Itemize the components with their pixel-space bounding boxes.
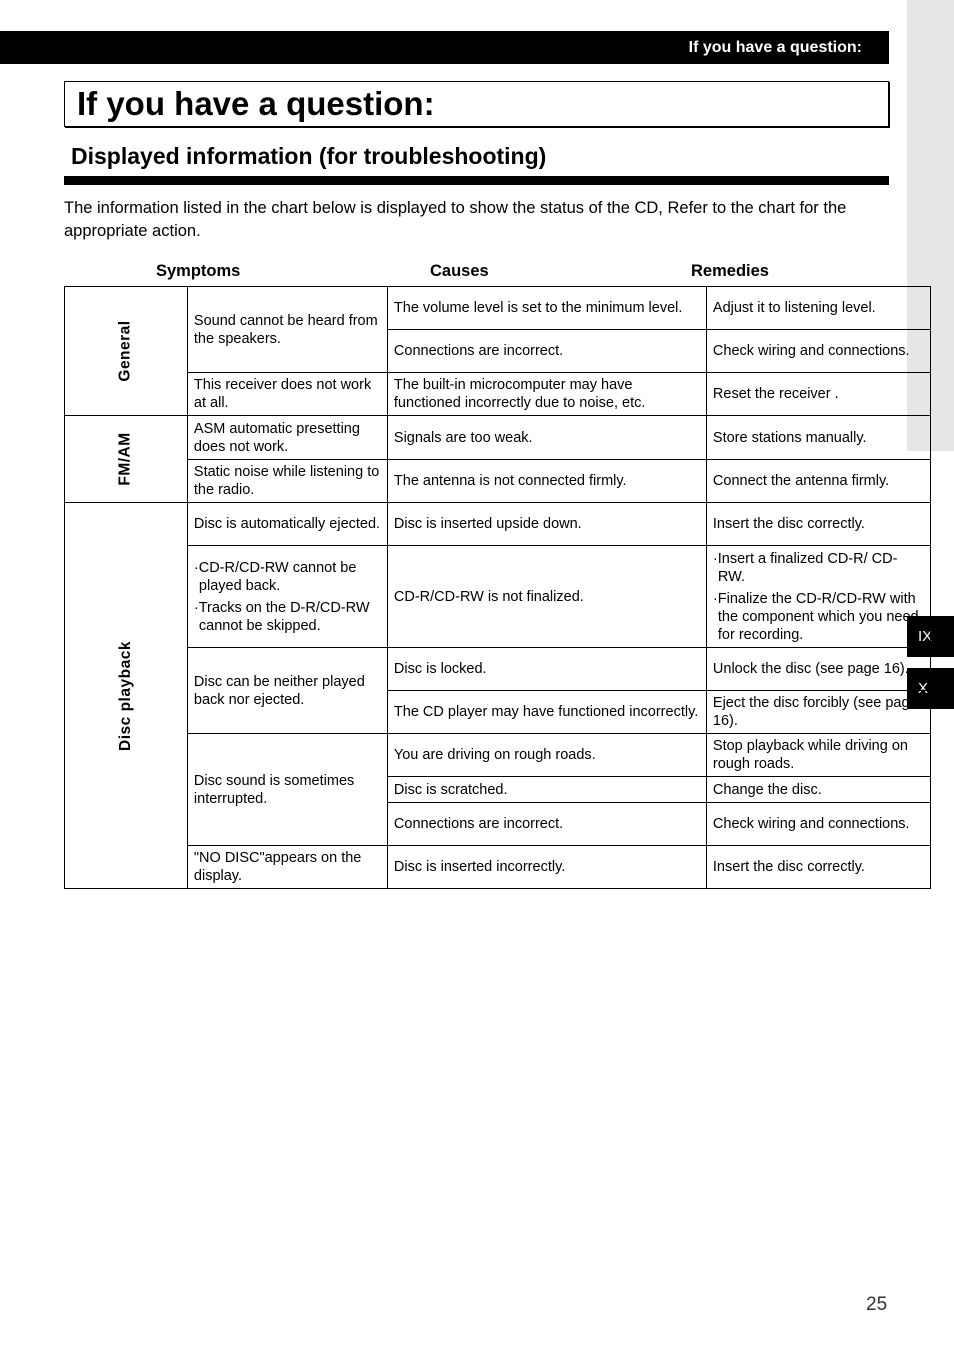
remedy-line: ·Insert a finalized CD-R/ CD-RW.: [712, 550, 898, 585]
cause-cell: The CD player may have functioned incorrectly.: [387, 691, 706, 734]
symptom-cell: This receiver does not work at all.: [187, 373, 387, 416]
remedy-cell: Insert the disc correctly.: [706, 846, 930, 889]
cause-cell: CD-R/CD-RW is not finalized.: [387, 546, 706, 648]
table-row: [65, 734, 931, 777]
cause-cell: Connections are incorrect.: [387, 803, 706, 846]
page-title-box: [64, 81, 889, 127]
cause-cell: The antenna is not connected firmly.: [387, 460, 706, 503]
remedy-cell: [706, 546, 930, 648]
chapter-tab-x[interactable]: X: [907, 668, 954, 709]
cause-cell: The built-in microcomputer may have functioned incorrectly due to noise, etc.: [387, 373, 706, 416]
table-row: [65, 373, 931, 416]
remedy-cell: Check wiring and connections.: [706, 803, 930, 846]
cause-cell: Disc is inserted upside down.: [387, 503, 706, 546]
cause-cell: The volume level is set to the minimum level.: [387, 287, 706, 330]
symptom-cell: "NO DISC"appears on the display.: [187, 846, 387, 889]
remedy-cell: Check wiring and connections.: [706, 330, 930, 373]
header-remedies: Remedies: [691, 262, 769, 280]
table-row: [65, 846, 931, 889]
remedy-cell: Store stations manually.: [706, 416, 930, 460]
page-number: 25: [866, 1294, 888, 1315]
intro-paragraph: The information listed in the chart below is displayed to show the status of the CD, Refer to the chart for the appropriate action.: [64, 199, 847, 240]
troubleshooting-table: [64, 286, 931, 889]
section-rule: [64, 176, 889, 185]
table-row: [65, 648, 931, 691]
cause-cell: Disc is scratched.: [387, 777, 706, 803]
remedy-cell: Adjust it to listening level.: [706, 287, 930, 330]
chapter-tab-ix[interactable]: IX: [907, 616, 954, 657]
running-header-title: If you have a question:: [688, 39, 862, 56]
symptom-line: ·Tracks on the D-R/CD-RW cannot be skipped.: [193, 599, 370, 634]
group-fm-am: [65, 416, 188, 503]
cause-cell: Connections are incorrect.: [387, 330, 706, 373]
cause-cell: You are driving on rough roads.: [387, 734, 706, 777]
symptom-cell: Disc can be neither played back nor ejected.: [187, 648, 387, 734]
group-disc-playback: [65, 503, 188, 889]
cause-cell: Disc is inserted incorrectly.: [387, 846, 706, 889]
symptom-cell: ASM automatic presetting does not work.: [187, 416, 387, 460]
remedy-cell: Reset the receiver .: [706, 373, 930, 416]
table-row: [65, 503, 931, 546]
remedy-line: ·Finalize the CD-R/CD-RW with the component which you need for recording.: [712, 590, 919, 643]
table-row: [65, 416, 931, 460]
symptom-line: ·CD-R/CD-RW cannot be played back.: [193, 559, 357, 594]
header-causes: Causes: [430, 262, 489, 280]
cause-cell: Signals are too weak.: [387, 416, 706, 460]
page-title: If you have a question:: [77, 85, 435, 122]
symptom-cell: [187, 546, 387, 648]
group-label: General: [116, 320, 134, 382]
remedy-cell: Unlock the disc (see page 16).: [706, 648, 930, 691]
remedy-cell: Insert the disc correctly.: [706, 503, 930, 546]
remedy-cell: Change the disc.: [706, 777, 930, 803]
table-row: [65, 460, 931, 503]
cause-cell: Disc is locked.: [387, 648, 706, 691]
table-row: [65, 287, 931, 330]
symptom-cell: Disc is automatically ejected.: [187, 503, 387, 546]
group-label: FM/AM: [116, 432, 134, 486]
header-symptoms: Symptoms: [156, 262, 241, 280]
table-row: [65, 546, 931, 648]
running-header-bar: [0, 31, 889, 64]
section-heading: Displayed information (for troubleshooting): [71, 143, 547, 169]
symptom-cell: Static noise while listening to the radio.: [187, 460, 387, 503]
group-general: [65, 287, 188, 416]
group-label: Disc playback: [116, 640, 134, 751]
remedy-cell: Stop playback while driving on rough roads.: [706, 734, 930, 777]
remedy-cell: Connect the antenna firmly.: [706, 460, 930, 503]
remedy-cell: Eject the disc forcibly (see page 16).: [706, 691, 930, 734]
symptom-cell: Disc sound is sometimes interrupted.: [187, 734, 387, 846]
symptom-cell: Sound cannot be heard from the speakers.: [187, 287, 387, 373]
